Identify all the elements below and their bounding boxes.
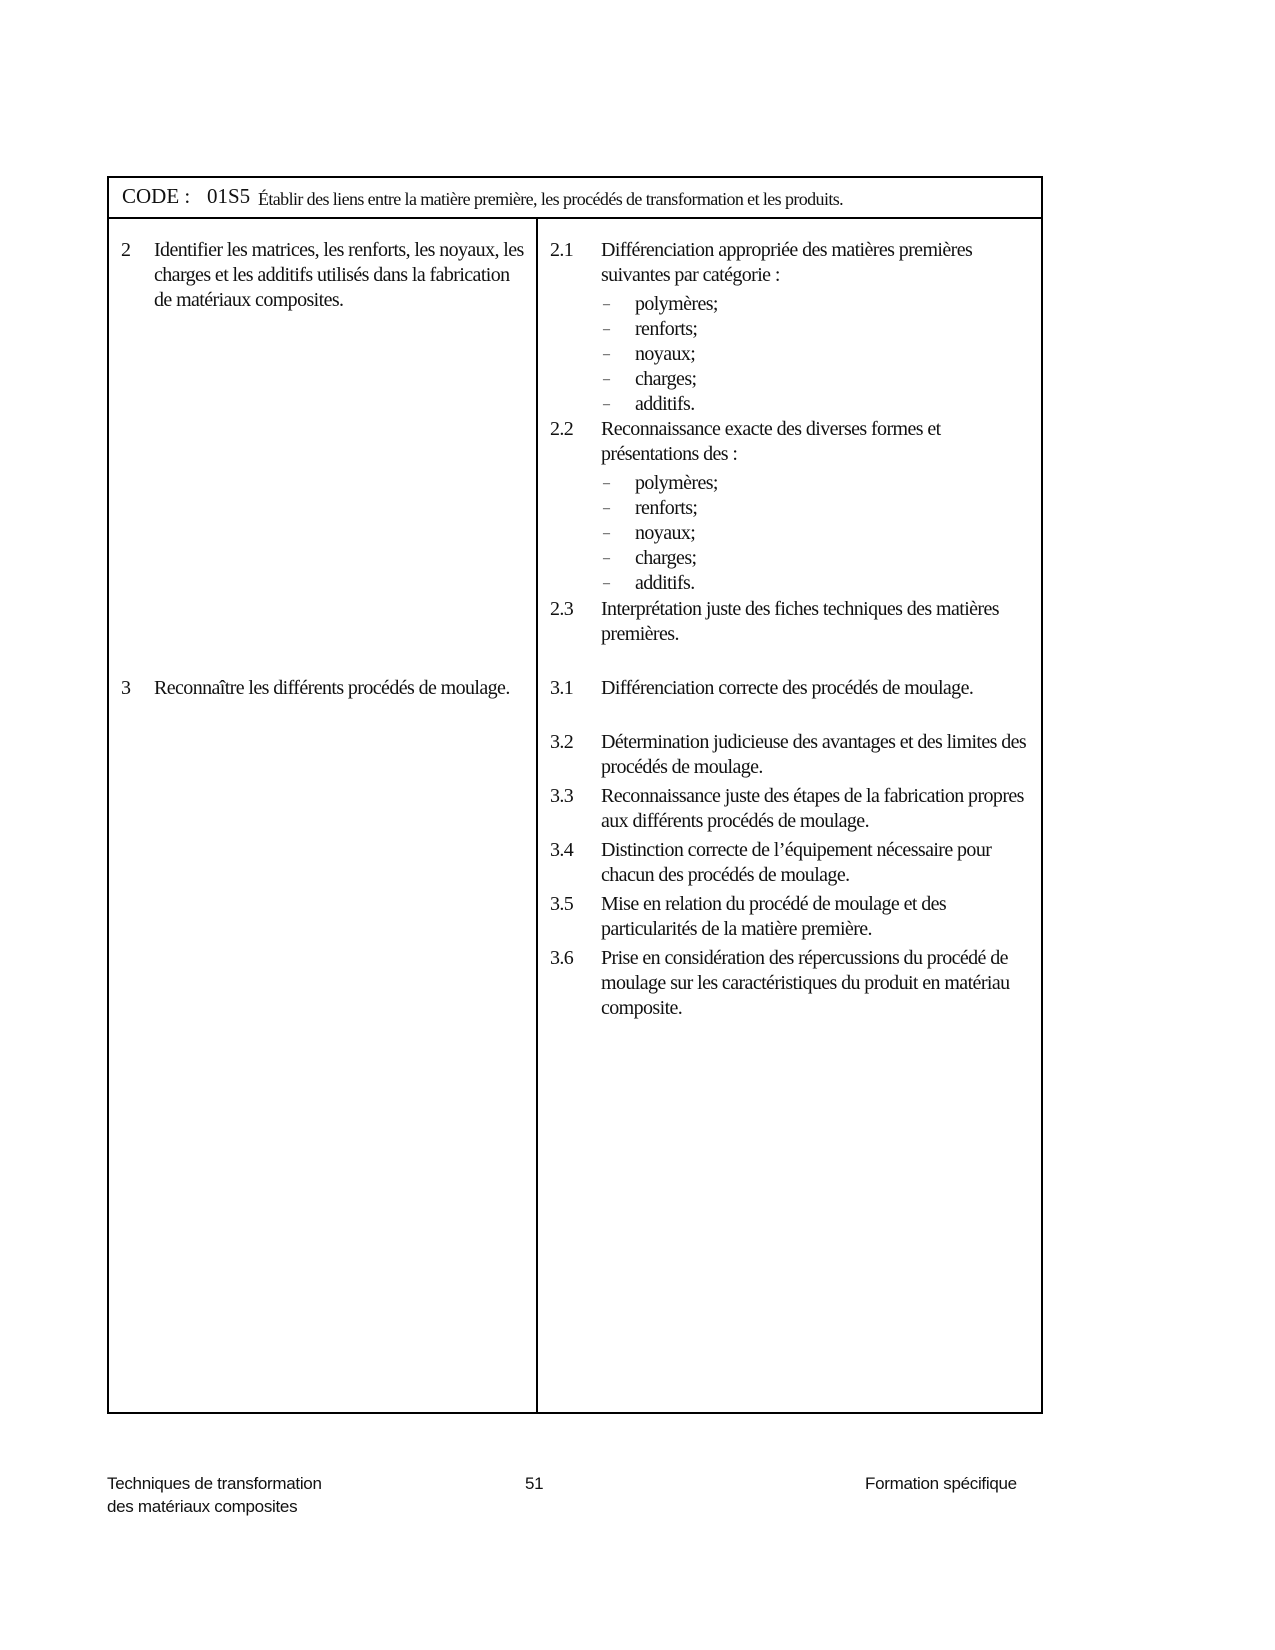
criterion-text: Prise en considération des répercussions du procédé de moulage sur les caractéristiques du produit en matériau composite. <box>601 947 1010 1019</box>
bullet-text: charges; <box>635 368 697 390</box>
criterion-text: Distinction correcte de l’équipement nécessaire pour chacun des procédés de moulage. <box>601 839 992 886</box>
dash-bullet-icon: – <box>603 476 610 491</box>
dash-bullet-icon: – <box>603 297 610 312</box>
criterion-number: 3.1 <box>550 677 574 699</box>
bullet-text: polymères; <box>635 293 718 315</box>
footer-left <box>107 1472 322 1518</box>
dash-bullet-icon: – <box>603 551 610 566</box>
bullet-text: noyaux; <box>635 343 696 365</box>
code-label: CODE : <box>122 184 191 208</box>
criterion-number: 3.6 <box>550 947 574 969</box>
code-value: 01S5 <box>207 184 251 208</box>
bullet-text: additifs. <box>635 572 695 594</box>
bullet-text: renforts; <box>635 318 698 340</box>
criterion-text: Reconnaissance exacte des diverses formes et présentations des : <box>601 418 941 465</box>
dash-bullet-icon: – <box>603 322 610 337</box>
criterion-text: Différenciation correcte des procédés de moulage. <box>601 677 974 699</box>
criterion-text: Reconnaissance juste des étapes de la fabrication propres aux différents procédés de moulage. <box>601 785 1024 832</box>
dash-bullet-icon: – <box>603 397 610 412</box>
bullet-text: renforts; <box>635 497 698 519</box>
element-text: Identifier les matrices, les renforts, les noyaux, les charges et les additifs utilisés dans la fabrication de matériaux composites. <box>154 239 524 311</box>
footer-program-line1: Techniques de transformation <box>107 1474 322 1493</box>
criterion-number: 2.1 <box>550 239 574 261</box>
dash-bullet-icon: – <box>603 372 610 387</box>
footer-program-line2: des matériaux composites <box>107 1497 298 1516</box>
competency-table <box>107 176 1043 1414</box>
criterion-text: Détermination judicieuse des avantages et des limites des procédés de moulage. <box>601 731 1027 778</box>
bullet-text: noyaux; <box>635 522 696 544</box>
element-text: Reconnaître les différents procédés de moulage. <box>154 677 510 699</box>
criterion-number: 2.2 <box>550 418 574 440</box>
dash-bullet-icon: – <box>603 501 610 516</box>
criterion-number: 3.3 <box>550 785 574 807</box>
bullet-text: additifs. <box>635 393 695 415</box>
criterion-text: Interprétation juste des fiches techniques des matières premières. <box>601 598 999 645</box>
page-number: 51 <box>525 1474 544 1493</box>
dash-bullet-icon: – <box>603 347 610 362</box>
criterion-number: 3.5 <box>550 893 574 915</box>
element-number: 3 <box>121 677 131 699</box>
criterion-number: 2.3 <box>550 598 574 620</box>
criterion-text: Différenciation appropriée des matières premières suivantes par catégorie : <box>601 239 973 286</box>
bullet-text: polymères; <box>635 472 718 494</box>
dash-bullet-icon: – <box>603 526 610 541</box>
element-number: 2 <box>121 239 131 261</box>
table-header <box>109 178 1041 219</box>
criterion-number: 3.2 <box>550 731 574 753</box>
criterion-number: 3.4 <box>550 839 574 861</box>
footer-right: Formation spécifique <box>865 1474 1017 1493</box>
criterion-text: Mise en relation du procédé de moulage et des particularités de la matière première. <box>601 893 947 940</box>
dash-bullet-icon: – <box>603 576 610 591</box>
competency-title: Établir des liens entre la matière première, les procédés de transformation et les produits. <box>258 189 844 209</box>
column-divider <box>536 219 538 1412</box>
bullet-text: charges; <box>635 547 697 569</box>
